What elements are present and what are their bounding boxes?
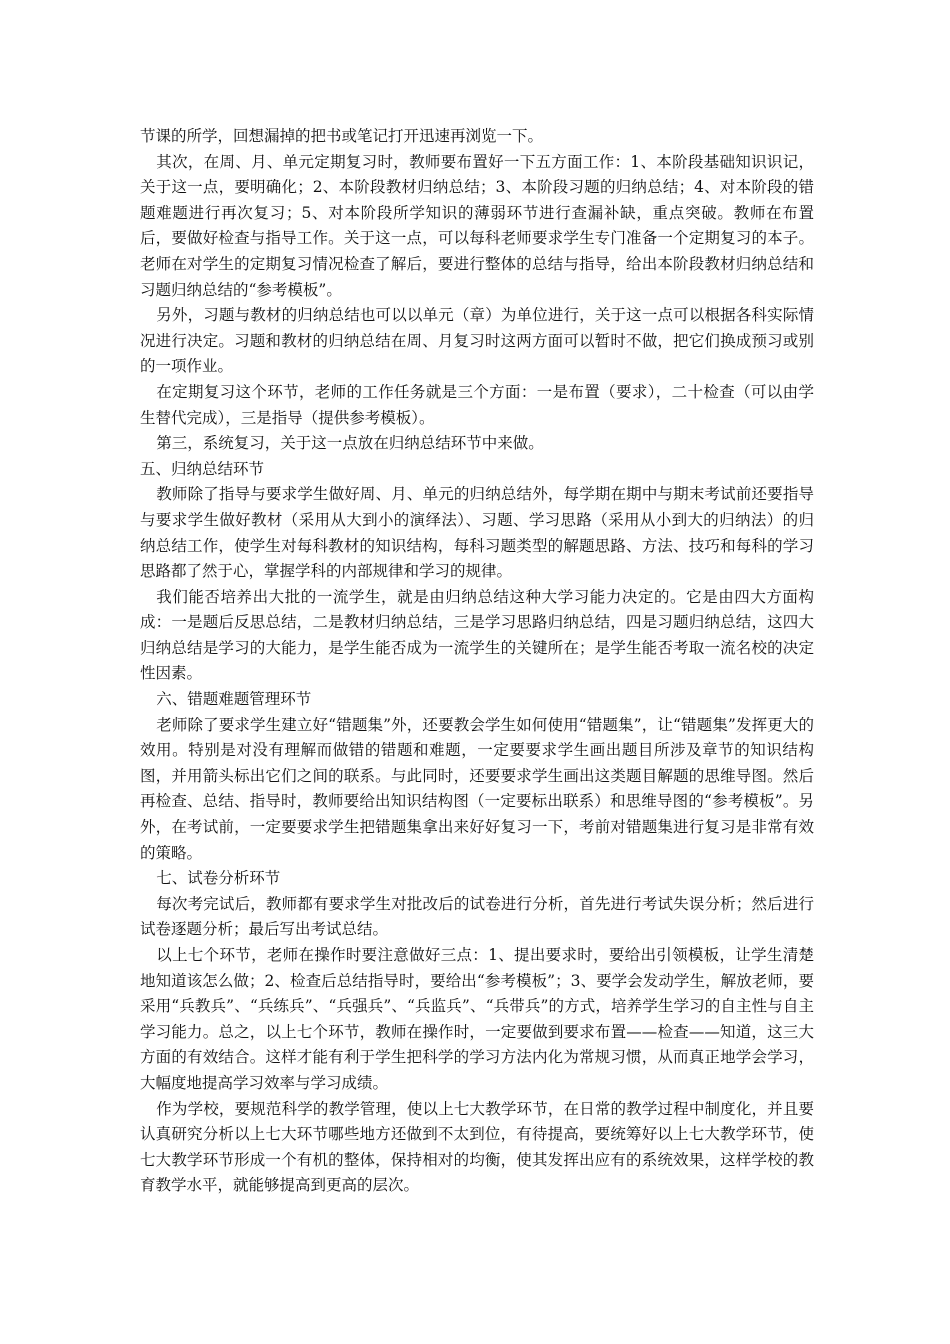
paragraph-school-management: 作为学校，要规范科学的教学管理，使以上七大教学环节，在日常的教学过程中制度化，并且要认真研究分析以上七大环节哪些地方还做到不太到位，有待提高，要统筹好以上七大教学环节，使七大教学环节形成一个有机的整体，保持相对的均衡，使其发挥出应有的系统效果，这样学校的教育教学水平，就能够提高到更高的层次。 xyxy=(140,1099,814,1195)
paragraph-continuation: 节课的所学，回想漏掉的把书或笔记打开迅速再浏览一下。 xyxy=(140,127,544,145)
paragraph-unit-summary: 另外，习题与教材的归纳总结也可以以单元（章）为单位进行，关于这一点可以根据各科实际情况进行决定。习题和教材的归纳总结在周、月复习时这两方面可以暂时不做，把它们换成预习或别的一项作业。 xyxy=(140,306,814,376)
paragraph-summary-ability: 我们能否培养出大批的一流学生，就是由归纳总结这种大学习能力决定的。它是由四大方面构成：一是题后反思总结，二是教材归纳总结，三是学习思路归纳总结，四是习题归纳总结，这四大归纳总结是学习的大能力，是学生能否成为一流学生的关键所在；是学生能否考取一流名校的决定性因素。 xyxy=(140,587,814,683)
section-heading-5: 五、归纳总结环节 xyxy=(140,459,265,478)
paragraph-periodic-review: 其次，在周、月、单元定期复习时，教师要布置好一下五方面工作：1、本阶段基础知识识记，关于这一点，要明确化；2、本阶段教材归纳总结；3、本阶段习题的归纳总结；4、对本阶段的错题难题进行再次复习；5、对本阶段所学知识的薄弱环节进行查漏补缺，重点突破。教师在布置后，要做好检查与指导工作。关于这一点，可以每科老师要求学生专门准备一个定期复习的本子。老师在对学生的定期复习情况检查了解后，要进行整体的总结与指导，给出本阶段教材归纳总结和习题归纳总结的“参考模板”。 xyxy=(140,152,814,299)
paragraph-error-collection: 老师除了要求学生建立好“错题集”外，还要教会学生如何使用“错题集”，让“错题集”发挥更大的效用。特别是对没有理解而做错的错题和难题，一定要要求学生画出题目所涉及章节的知识结构图，并用箭头标出它们之间的联系。与此同时，还要要求学生画出这类题目解题的思维导图。然后再检查、总结、指导时，教师要给出知识结构图（一定要标出联系）和思维导图的“参考模板”。另外，在考试前，一定要要求学生把错题集拿出来好好复习一下，考前对错题集进行复习是非常有效的策略。 xyxy=(140,715,814,862)
paragraph-teacher-tasks: 在定期复习这个环节，老师的工作任务就是三个方面：一是布置（要求），二十检查（可以由学生替代完成），三是指导（提供参考模板）。 xyxy=(140,382,814,427)
paragraph-system-review: 第三，系统复习，关于这一点放在归纳总结环节中来做。 xyxy=(156,434,544,453)
section-heading-6: 六、错题难题管理环节 xyxy=(156,690,312,709)
paragraph-exam-analysis: 每次考完试后，教师都有要求学生对批改后的试卷进行分析，首先进行考试失误分析；然后进行试卷逐题分析；最后写出考试总结。 xyxy=(140,894,814,939)
paragraph-summary-work: 教师除了指导与要求学生做好周、月、单元的归纳总结外，每学期在期中与期末考试前还要指导与要求学生做好教材（采用从大到小的演绎法）、习题、学习思路（采用从小到大的归纳法）的归纳总结工作，使学生对每科教材的知识结构，每科习题类型的解题思路、方法、技巧和每科的学习思路都了然于心，掌握学科的内部规律和学习的规律。 xyxy=(140,485,814,581)
section-heading-7: 七、试卷分析环节 xyxy=(156,869,281,888)
paragraph-three-points: 以上七个环节，老师在操作时要注意做好三点：1、提出要求时，要给出引领模板，让学生清楚地知道该怎么做；2、检查后总结指导时，要给出“参考模板”；3、要学会发动学生，解放老师，要采用“兵教兵”、“兵练兵”、“兵强兵”、“兵监兵”、“兵带兵”的方式，培养学生学习的自主性与自主学习能力。总之，以上七个环节，教师在操作时，一定要做到要求布置——检查——知道，这三大方面的有效结合。这样才能有利于学生把科学的学习方法内化为常规习惯，从而真正地学会学习，大幅度地提高学习效率与学习成绩。 xyxy=(140,946,814,1092)
